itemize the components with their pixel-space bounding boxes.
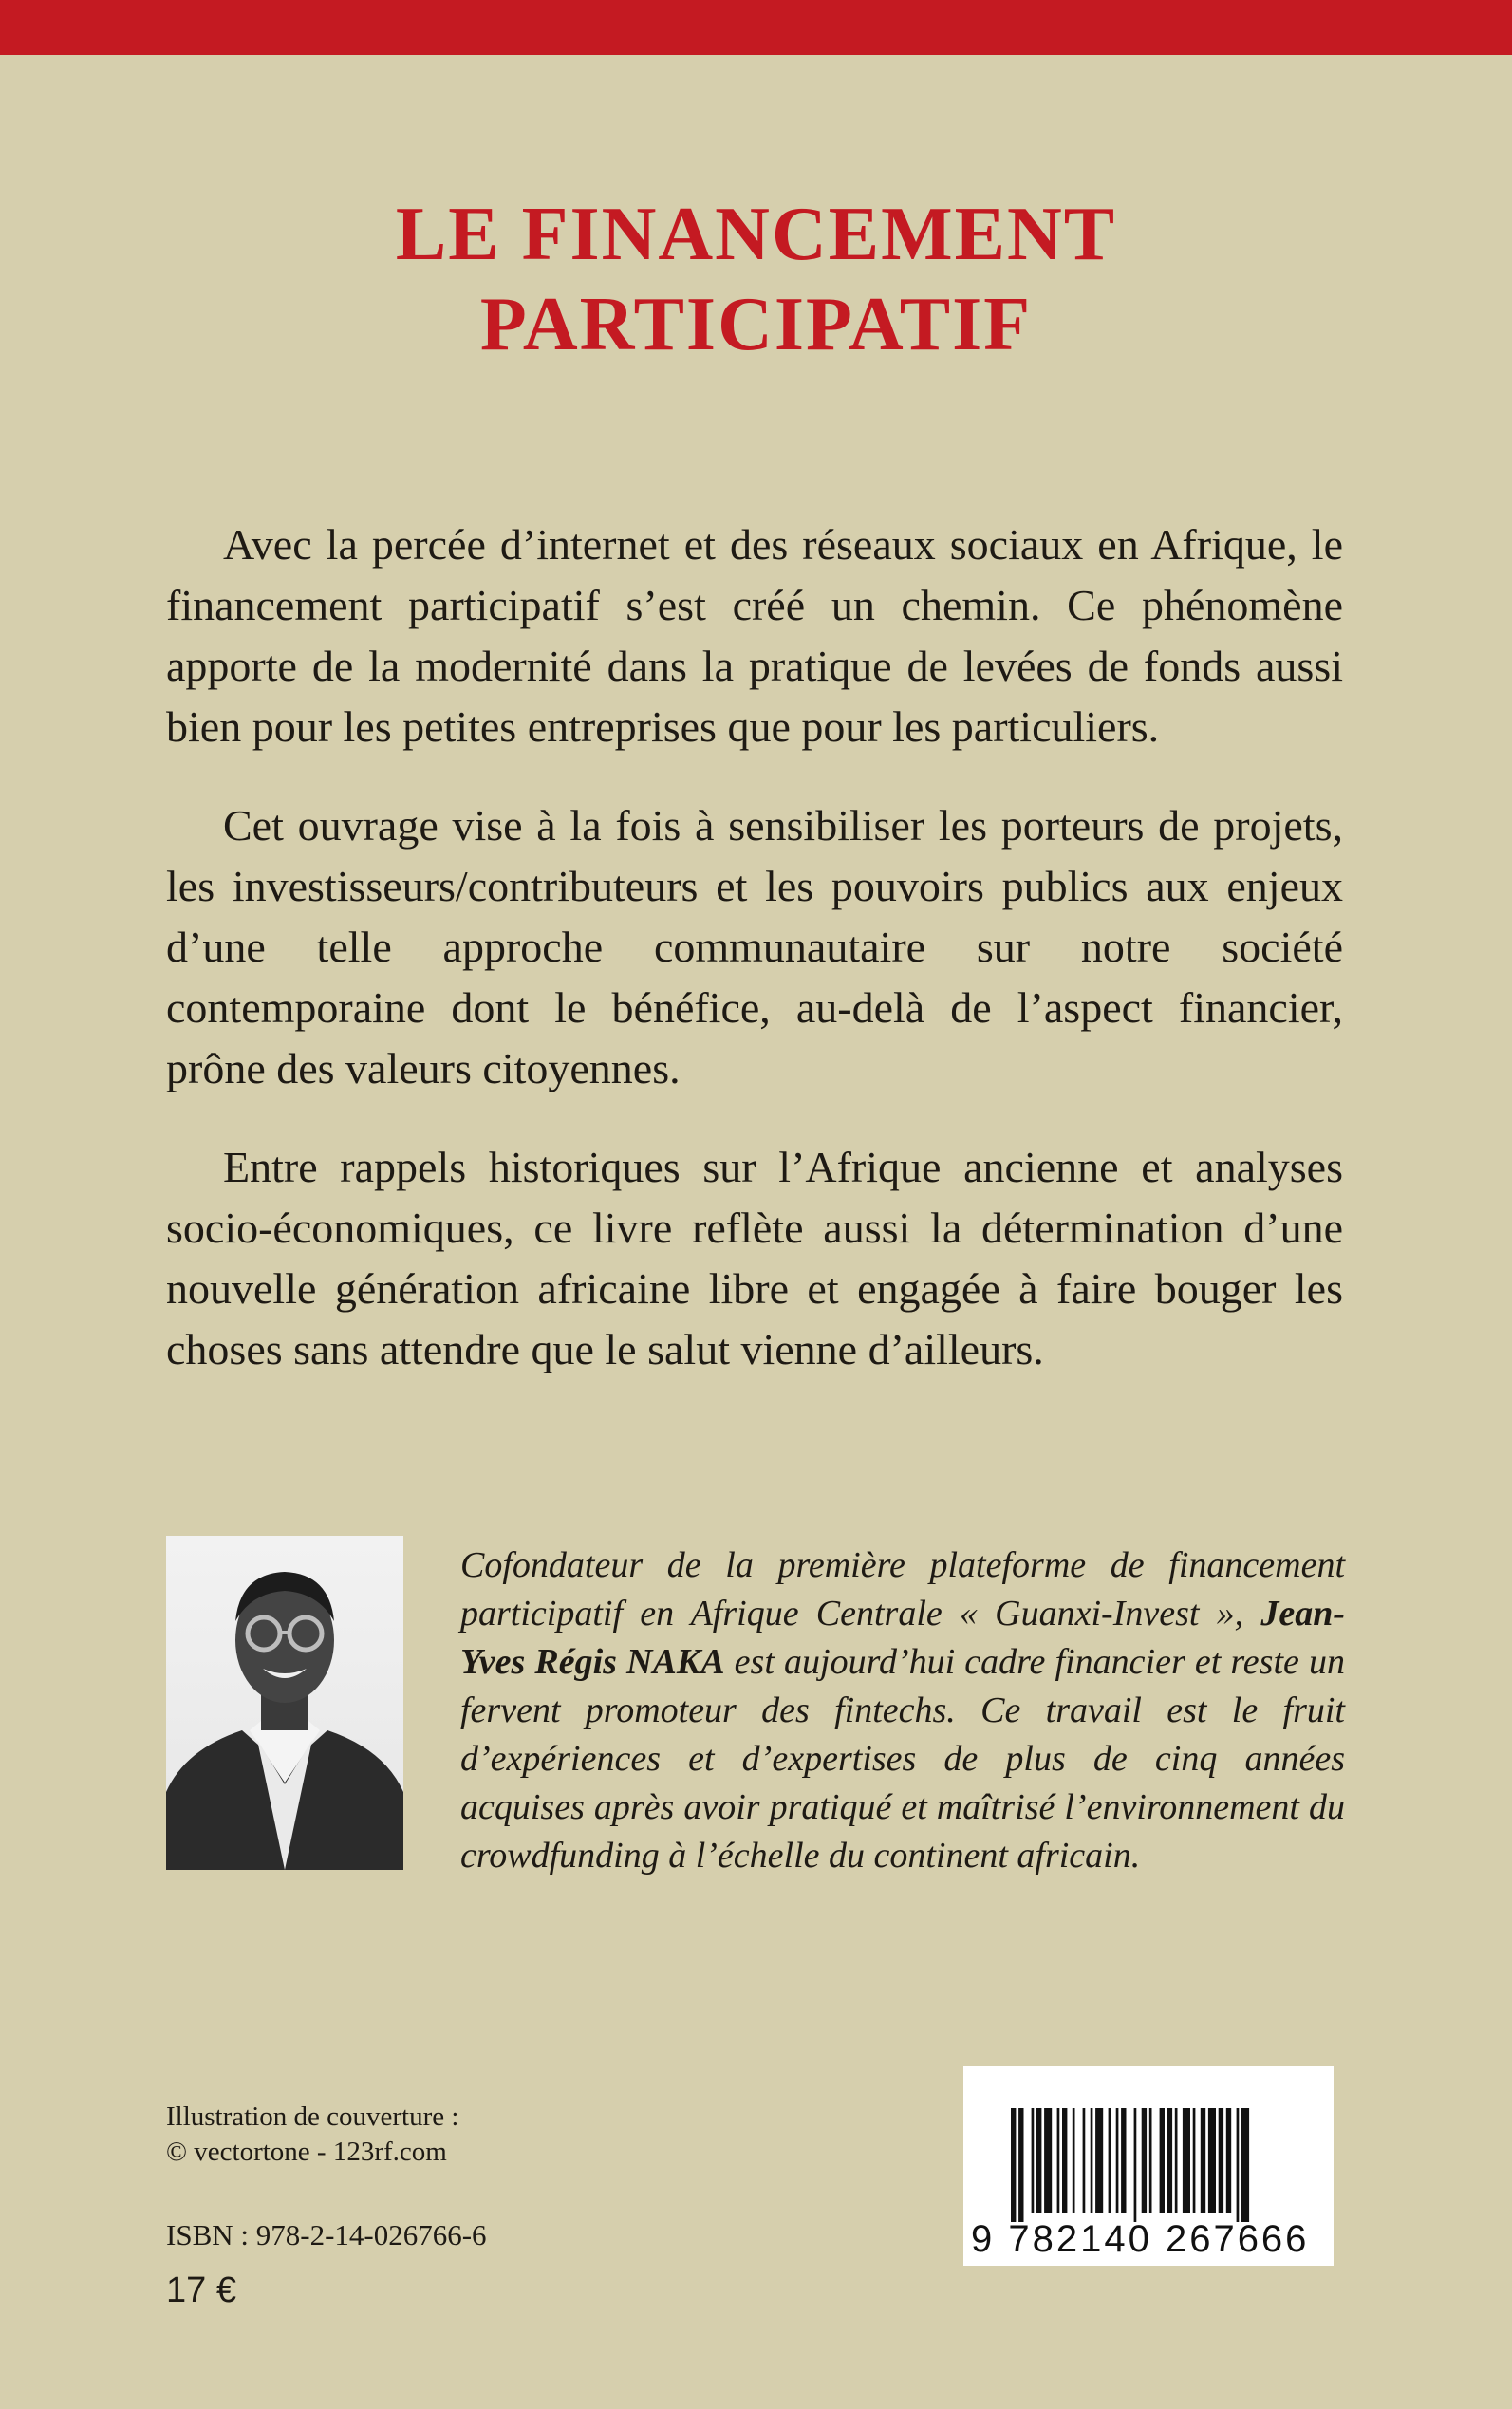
barcode-bars [1011,2108,1296,2222]
credit-label: Illustration de couverture : [166,2101,459,2132]
author-photo [166,1536,403,1870]
barcode-digits: 9 782140 267666 [971,2218,1310,2260]
title-line-2: PARTICIPATIF [479,283,1033,366]
illustration-credit [166,2100,458,2170]
credit-source: © vectortone - 123rf.com [166,2137,447,2167]
blurb-paragraph-3: Entre rappels historiques sur l’Afrique ancienne et analyses socio-économiques, ce livre reflète aussi la détermination d’une nouvelle génération africaine libre et engagée à faire bouger les choses sans attendre que le salut vienne d’ailleurs. [166,1143,1343,1373]
price: 17 € [166,2270,236,2310]
bio-text-start: Cofondateur de la première plateforme de financement participatif en Afrique Centrale « Guanxi-Invest », [460,1545,1345,1634]
blurb-paragraph-1: Avec la percée d’internet et des réseaux sociaux en Afrique, le financement participatif s’est créé un chemin. Ce phénomène apporte de la modernité dans la pratique de levées de fonds aussi bien pour les petites entreprises que pour les particuliers. [166,520,1343,751]
isbn: ISBN : 978-2-14-026766-6 [166,2218,487,2251]
top-color-band [0,0,1512,55]
author-name: Jean-Yves Régis NAKA [460,1594,1345,1682]
book-title [0,190,1512,370]
blurb [166,514,1343,1418]
barcode [963,2066,1334,2266]
title-line-1: LE FINANCEMENT [395,193,1117,276]
author-bio [460,1541,1345,1880]
bio-text-end: est aujourd’hui cadre financier et reste un fervent promoteur des fintechs. Ce travail est le fruit d’expériences et d’expertises de plus de cinq années acquises après avoir pratiqué et maîtrisé l’environnement du crowdfunding à l’échelle du continent africain. [460,1642,1346,1876]
blurb-paragraph-2: Cet ouvrage vise à la fois à sensibiliser les porteurs de projets, les investisseurs/contributeurs et les pouvoirs publics aux enjeux d’une telle approche communautaire sur notre société contemporaine dont le bénéfice, au-delà de l’aspect financier, prône des valeurs citoyennes. [166,801,1343,1092]
